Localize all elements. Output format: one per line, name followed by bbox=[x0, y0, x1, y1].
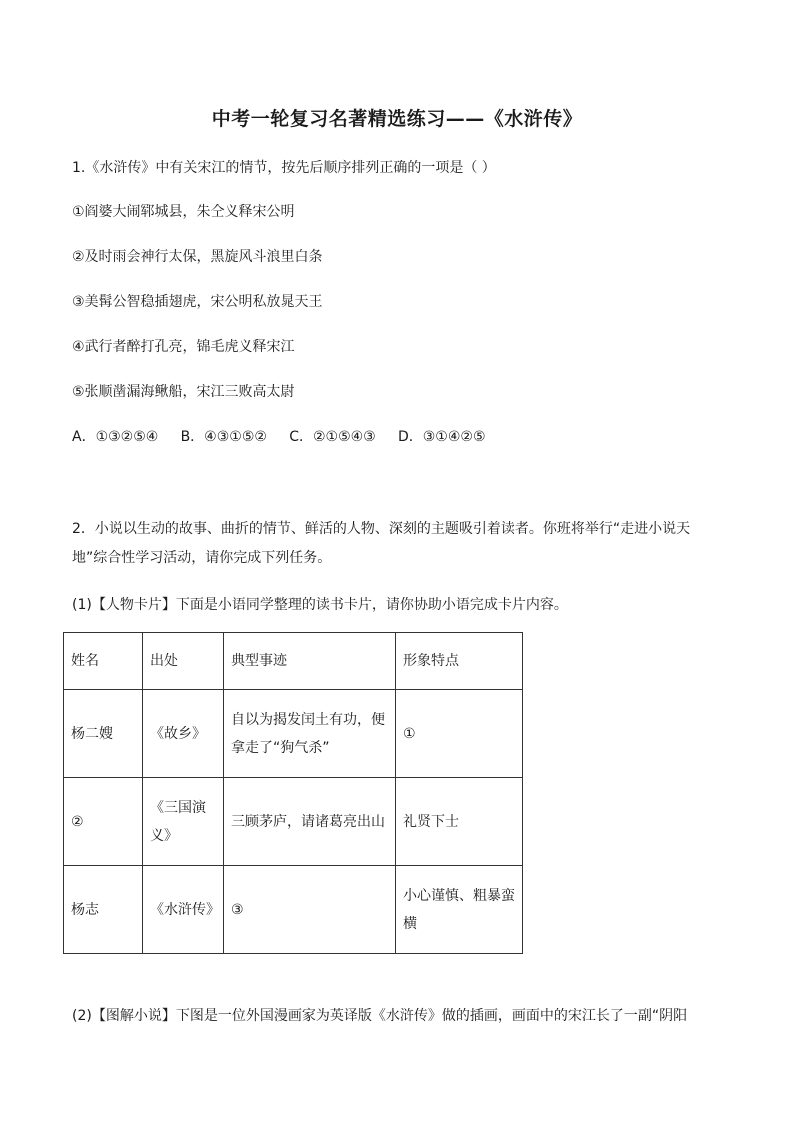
page-title: 中考一轮复习名著精选练习——《水浒传》 bbox=[211, 108, 583, 130]
table-row bbox=[64, 866, 523, 954]
table-row bbox=[64, 690, 523, 778]
q1-item-2: ②及时雨会神行太保，黑旋风斗浪里白条 bbox=[72, 249, 323, 265]
table-row bbox=[64, 778, 523, 866]
q1-item-3: ③美髯公智稳插翅虎，宋公明私放晁天王 bbox=[72, 294, 323, 310]
q1-item-1: ①阎婆大闹郓城县，朱仝义释宋公明 bbox=[72, 204, 295, 220]
reading-card-table bbox=[63, 632, 523, 954]
cell-event: ③ bbox=[224, 866, 396, 954]
table-header-row bbox=[64, 633, 523, 690]
cell-name: ② bbox=[64, 778, 143, 866]
q2-stem: 2．小说以生动的故事、曲折的情节、鲜活的人物、深刻的主题吸引着读者。你班将举行“走进小说天地”综合性学习活动，请你完成下列任务。 bbox=[72, 521, 691, 566]
cell-source: 《水浒传》 bbox=[143, 866, 224, 954]
header-trait: 形象特点 bbox=[396, 633, 523, 690]
cell-source: 《故乡》 bbox=[143, 690, 224, 778]
cell-event: 三顾茅庐，请诸葛亮出山 bbox=[224, 778, 396, 866]
q1-stem: 1.《水浒传》中有关宋江的情节，按先后顺序排列正确的一项是（ ） bbox=[72, 160, 496, 176]
cell-trait: 礼贤下士 bbox=[396, 778, 523, 866]
header-event: 典型事迹 bbox=[224, 633, 396, 690]
header-name: 姓名 bbox=[64, 633, 143, 690]
cell-trait: 小心谨慎、粗暴蛮横 bbox=[396, 866, 523, 954]
q1-options: A．①③②⑤④ B．④③①⑤② C．②①⑤④③ D．③①④②⑤ bbox=[72, 429, 486, 445]
cell-source: 《三国演义》 bbox=[143, 778, 224, 866]
q1-item-5: ⑤张顺凿漏海鳅船，宋江三败高太尉 bbox=[72, 384, 295, 400]
cell-event: 自以为揭发闰土有功，便拿走了“狗气杀” bbox=[224, 690, 396, 778]
header-source: 出处 bbox=[143, 633, 224, 690]
cell-trait: ① bbox=[396, 690, 523, 778]
q2-sub2: (2)【图解小说】下图是一位外国漫画家为英译版《水浒传》做的插画，画面中的宋江长了一副“阴阳 bbox=[72, 1008, 688, 1024]
q2-sub1: (1)【人物卡片】下面是小语同学整理的读书卡片，请你协助小语完成卡片内容。 bbox=[72, 597, 568, 613]
cell-name: 杨二嫂 bbox=[64, 690, 143, 778]
cell-name: 杨志 bbox=[64, 866, 143, 954]
q1-item-4: ④武行者醉打孔亮，锦毛虎义释宋江 bbox=[72, 339, 295, 355]
